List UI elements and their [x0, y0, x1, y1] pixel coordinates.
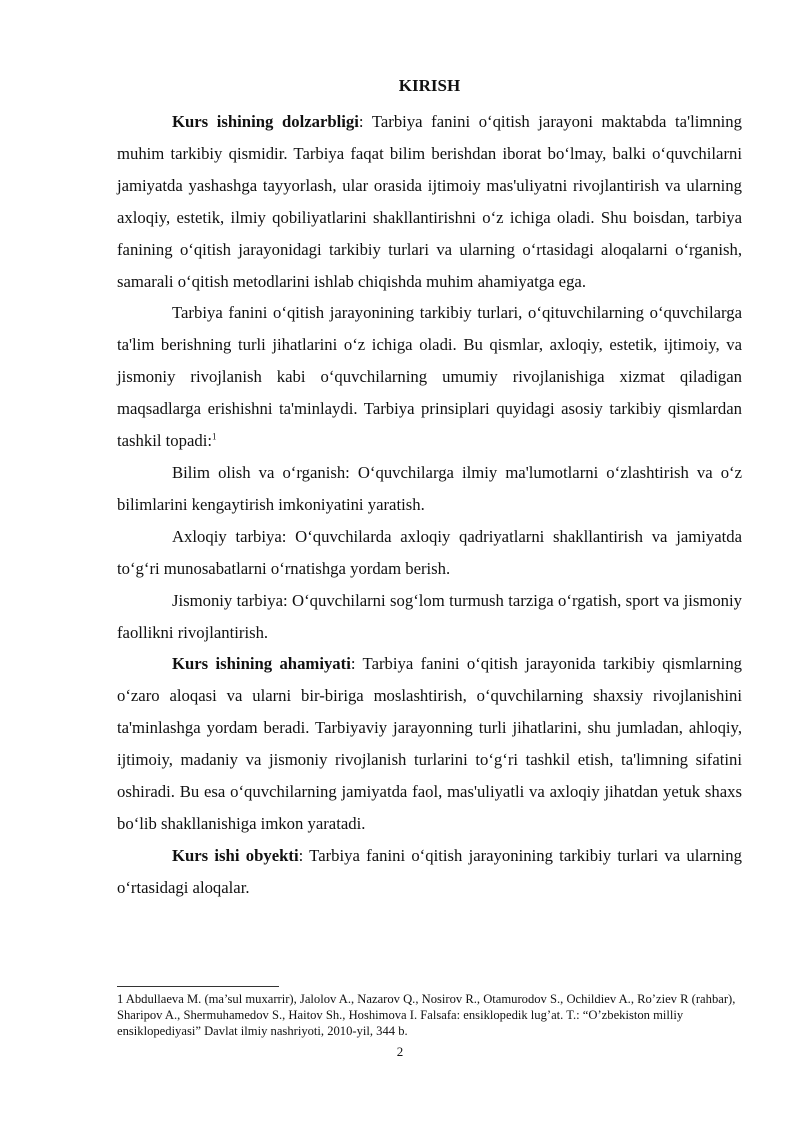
document-body	[117, 74, 742, 904]
footnote: 1 Abdullaeva M. (ma’sul muxarrir), Jalolov A., Nazarov Q., Nosirov R., Otamurodov S., Ochildiev A., Ro’ziev R (rahbar), Sharipov A., Shermuhamedov S., Haitov Sh., Hoshimova I. Falsafa: ensiklopedik lug’at. T.: “O’zbekiston milliy ensiklopediyasi” Davlat ilmiy nashriyoti, 2010-yil, 344 b.	[117, 992, 736, 1038]
paragraph-text: Axloqiy tarbiya: O‘quvchilarda axloqiy qadriyatlarni shakllantirish va jamiyatda to‘g‘ri munosabatlarni o‘rnatishga yordam berish.	[117, 526, 742, 578]
paragraph-lead: Kurs ishi obyekti	[172, 845, 299, 865]
paragraph-components	[117, 297, 742, 457]
paragraph-text: : Tarbiya fanini o‘qitish jarayonining tarkibiy turlari va ularning o‘rtasidagi aloqalar.	[117, 845, 742, 897]
paragraph-moral-education	[117, 521, 742, 585]
paragraph-text: Bilim olish va o‘rganish: O‘quvchilarga ilmiy ma'lumotlarni o‘zlashtirish va o‘z bilimlarini kengaytirish imkoniyatini yaratish.	[117, 462, 742, 514]
page-number: 2	[396, 1044, 404, 1059]
paragraph-significance	[117, 648, 742, 839]
paragraph-object	[117, 840, 742, 904]
paragraph-text: Jismoniy tarbiya: O‘quvchilarni sog‘lom turmush tarziga o‘rgatish, sport va jismoniy faollikni rivojlantirish.	[117, 590, 742, 642]
paragraph-physical-education	[117, 585, 742, 649]
paragraph-knowledge	[117, 457, 742, 521]
paragraph-text: : Tarbiya fanini o‘qitish jarayoni maktabda ta'limning muhim tarkibiy qismidir. Tarbiya faqat bilim berishdan iborat bo‘lmay, balki o‘quvchilarni jamiyatda yashashga tayyorlash, ular orasida ijtimoiy mas'uliyatni rivojlantirish va ularning axloqiy, estetik, ilmiy qobiliyatlarini shakllantirishni o‘z ichiga oladi. Shu boisdan, tarbiya fanining o‘qitish jarayonidagi tarkibiy turlari va ularning o‘rtasidagi aloqalarni o‘rganish, samarali o‘qitish metodlarini ishlab chiqishda muhim ahamiyatga ega.	[117, 112, 742, 291]
paragraph-text: Tarbiya fanini o‘qitish jarayonining tarkibiy turlari, o‘qituvchilarning o‘quvchilarga ta'lim berishning turli jihatlarini o‘z ichiga oladi. Bu qismlar, axloqiy, estetik, ijtimoiy, va jismoniy rivojlanish kabi o‘quvchilarning umumiy rivojlanishiga xizmat qiladigan maqsadlarga erishishni ta'minlaydi. Tarbiya prinsiplari quyidagi asosiy tarkibiy qismlardan tashkil topadi:	[117, 303, 742, 451]
paragraph-lead: Kurs ishining dolzarbligi	[172, 112, 359, 131]
paragraph-relevance	[117, 106, 742, 297]
section-title: KIRISH	[398, 76, 461, 95]
footnote-reference[interactable]: 1	[212, 431, 217, 442]
paragraph-text: : Tarbiya fanini o‘qitish jarayonida tarkibiy qismlarning o‘zaro aloqasi va ularni bir-biriga moslashtirish, o‘quvchilarning shaxsiy rivojlanishini ta'minlashga yordam beradi. Tarbiyaviy jarayonning turli jihatlarini, shu jumladan, ahloqiy, ijtimoiy, madaniy va jismoniy rivojlanish turlarini to‘g‘ri tashkil etish, ta'limning sifatini oshiradi. Bu esa o‘quvchilarning jamiyatda faol, mas'uliyatli va axloqiy jihatdan yetuk shaxs bo‘lib shakllanishiga imkon yaratadi.	[117, 654, 743, 833]
paragraph-lead: Kurs ishining ahamiyati	[172, 654, 351, 674]
footnote-separator	[117, 986, 279, 987]
